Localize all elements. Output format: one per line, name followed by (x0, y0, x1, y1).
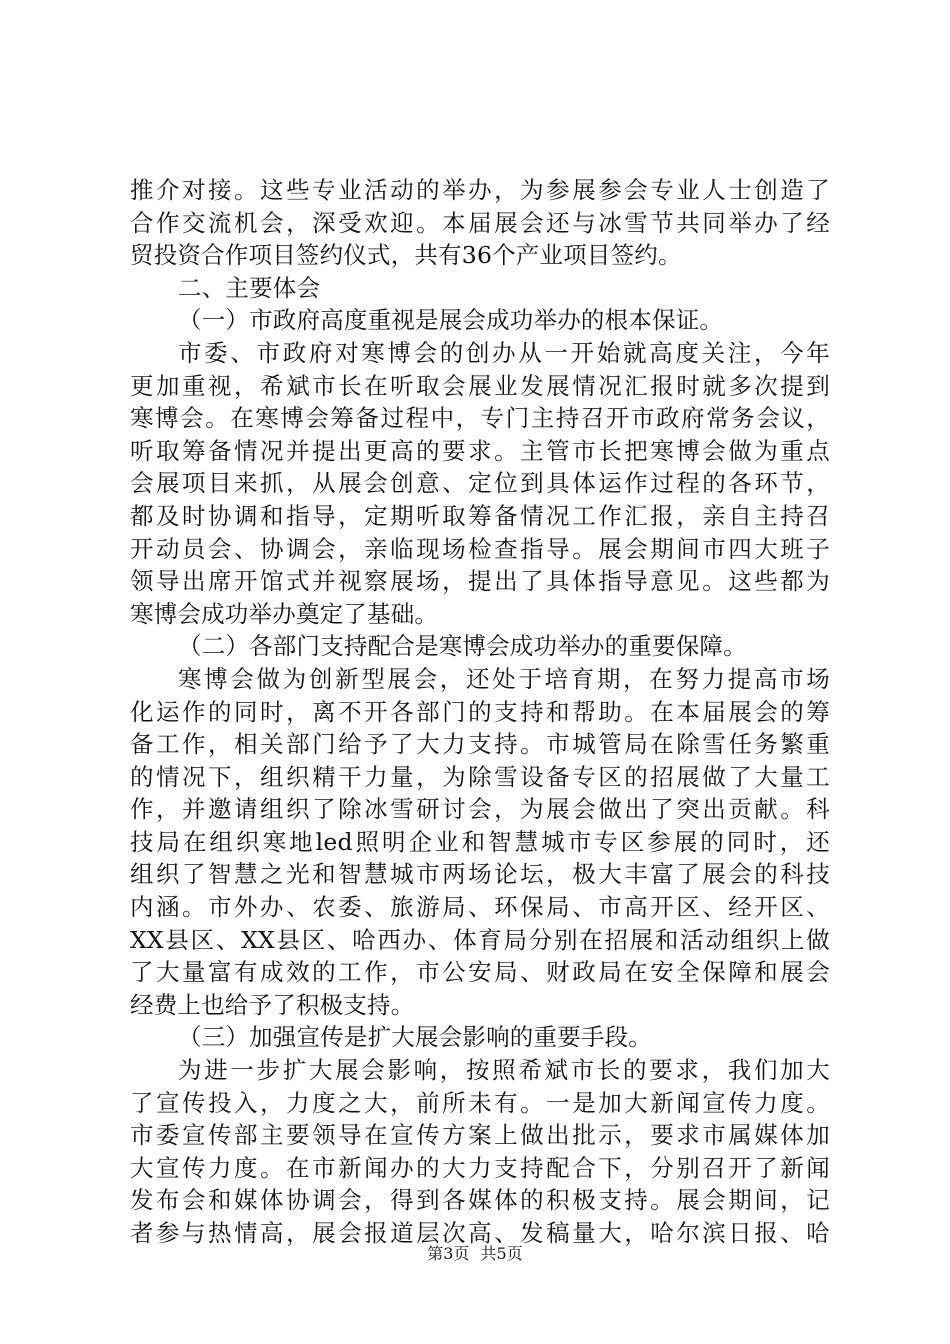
page-total: 共5页 (480, 1244, 523, 1263)
text-line: （三）加强宣传是扩大展会影响的重要手段。 (178, 1023, 652, 1052)
text-line: 者参与热情高，展会报道层次高、发稿量大，哈尔滨日报、哈 (130, 1219, 830, 1247)
text-line: 的情况下，组织精干力量，为除雪设备专区的招展做了大量工 (130, 762, 830, 791)
text-line: XX县区、XX县区、哈西办、体育局分别在招展和活动组织上做 (130, 925, 830, 954)
text-line: 经费上也给予了积极支持。 (130, 990, 415, 1019)
text-line: 听取筹备情况并提出更高的要求。主管市长把寒博会做为重点 (130, 436, 830, 465)
page-number: 第3页 (427, 1244, 470, 1263)
text-line: 大宣传力度。在市新闻办的大力支持配合下，分别召开了新闻 (130, 1153, 830, 1182)
text-line: 贸投资合作项目签约仪式，共有36个产业项目签约。 (130, 241, 682, 270)
text-line: 了宣传投入，力度之大，前所未有。一是加大新闻宣传力度。 (130, 1088, 830, 1117)
text-line: （一）市政府高度重视是展会成功举办的根本保证。 (178, 306, 724, 335)
text-line: 领导出席开馆式并视察展场，提出了具体指导意见。这些都为 (130, 567, 830, 596)
text-line: 化运作的同时，离不开各部门的支持和帮助。在本届展会的筹 (130, 697, 830, 726)
text-line: 寒博会成功举办奠定了基础。 (130, 599, 439, 628)
text-line: 内涵。市外办、农委、旅游局、环保局、市高开区、经开区、 (130, 893, 830, 922)
text-line: 市委宣传部主要领导在宣传方案上做出批示，要求市属媒体加 (130, 1121, 830, 1150)
text-line: 为进一步扩大展会影响，按照希斌市长的要求，我们加大 (178, 1056, 830, 1085)
body-text (130, 174, 830, 1250)
text-line: 技局在组织寒地led照明企业和智慧城市专区参展的同时，还 (130, 827, 830, 856)
text-line: 会展项目来抓，从展会创意、定位到具体运作过程的各环节， (130, 469, 830, 498)
text-line: 市委、市政府对寒博会的创办从一开始就高度关注，今年 (178, 338, 830, 367)
text-line: 合作交流机会，深受欢迎。本届展会还与冰雪节共同举办了经 (130, 208, 830, 237)
text-line: 了大量富有成效的工作，市公安局、财政局在安全保障和展会 (130, 958, 830, 987)
text-line: 发布会和媒体协调会，得到各媒体的积极支持。展会期间，记 (130, 1186, 830, 1215)
text-line: 开动员会、协调会，亲临现场检查指导。展会期间市四大班子 (130, 534, 830, 563)
text-line: 寒博会做为创新型展会，还处于培育期，在努力提高市场 (178, 664, 830, 693)
text-line: 推介对接。这些专业活动的举办，为参展参会专业人士创造了 (130, 176, 830, 204)
text-line: 作，并邀请组织了除冰雪研讨会，为展会做出了突出贡献。科 (130, 795, 830, 824)
text-line: 二、主要体会 (178, 273, 321, 302)
page-footer (0, 1244, 950, 1264)
text-line: 都及时协调和指导，定期听取筹备情况工作汇报，亲自主持召 (130, 501, 830, 530)
text-line: 寒博会。在寒博会筹备过程中，专门主持召开市政府常务会议， (130, 404, 830, 433)
text-line: 组织了智慧之光和智慧城市两场论坛，极大丰富了展会的科技 (130, 860, 830, 889)
text-line: （二）各部门支持配合是寒博会成功举办的重要保障。 (178, 632, 747, 661)
text-line: 备工作，相关部门给予了大力支持。市城管局在除雪任务繁重 (130, 730, 830, 759)
text-line: 更加重视，希斌市长在听取会展业发展情况汇报时就多次提到 (130, 371, 830, 400)
